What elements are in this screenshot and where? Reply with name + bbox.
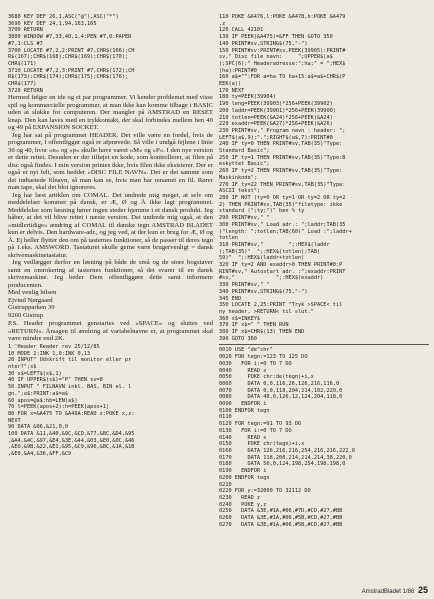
footer-source: AmstradBladet 1/86 — [361, 589, 415, 595]
signature-address: Gistrupparken 39 — [8, 304, 55, 312]
page-number: 25 — [417, 585, 428, 595]
letter-paragraph: Jeg har læst artiklen om COMAL. Det undrede mig meget, at selv om meddelelser kommer på dansk, er Æ, Ø og Å ikke lagt programmet. Meddelelse som læsning hører ingen steder hjemme i et dansk produkt. Jeg håber, at det vil blive rettet i næste version. Det undrede mig også, at den »midlertidige« ændring af COMAL til danske tegn AMSTRAD BLADET kun er delvis. Den hardware-adr., og jeg ved, at der kun er brug for Æ, Ø og Å. Ej heller flytter den om på tasternes funktioner, så de passer til deres tegn på 1.eks. AMSWORD. Tastaturet skulle gerne være brugervenligt = dansk skrivemaskinetastatur. — [8, 191, 213, 259]
divider — [219, 344, 429, 345]
letter-body — [8, 94, 213, 289]
code-listing-top-right: 110 POKE &A476,l:POKE &A478,h:POKE &A479 ,z 120 CALL 42101 130 IF PEEK(&A475)=&FF THEN GOTO 350 140 PRINT#sv,STRING$(75,"-") 150 PRINT#sv:PRINT#sv,PEEK(39905):PRINT# sv," Disc file navn: ";UPPER$(a$ );SPC(6);" Headeradresse:";ha;" = ";HEX$ (ha):PRINT#0 160 a$="":FOR a=ha TO ha+15:a$=a$+CHR$(P EEK(a)) 170 NEXT 180 ty=PEEK(39904) 190 leng=PEEK(39903)*256+PEEK(39902) 200 laddr=PEEK(39901)*256+PEEK(39900) 210 totlen=PEEK(&A24)*256+PEEK(&A24) 220 exaddr=PEEK(&A27)*256+PEEK(&A26) 230 PRINT#sv," Program navn : header: "; LEFT$(a$,9);".";RIGHT$(a$,7):PRINT#0 240 IF ty=0 THEN PRINT#sv,TAB(35)"Type: Standard Basic"; 250 IF ty=1 THEN PRINT#sv,TAB(35)"Type:B eskyttet Basic"; 260 IF ty=2 THEN PRINT#sv,TAB(35)"Type: Maskinkode"; 270 IF ty=22 THEN PRINT#sv,TAB(35)"Type: ASCII tekst"; 280 IF NOT (ty=0 OR ty=1 OR ty=2 OR ty=2 2) THEN PRINT#sv,TAB(35)"filetype: ikke standard (";ty;")" ben % ty 290 PRINT#sv," " 300 PRINT#sv," Load adr.: ";laddr;TAB(35 )"length: ";totlen;TAB(60)" Load :";laddr+ totlen 310 PRINT#sv," ";:HEX$(laddr );TAB(35)" ";:HEX$(totlen);TAB( 59)" ";:HEX$(laddr+totlen) 320 IF ty=2 AND exaddr>0 THEN PRINT#0:P RINT#sv," Autostart adr. :";exaddr:PRINT #sv," ";:HEX$(exaddr) 330 PRINT#sv," " 340 PRINT#sv,STRING$(75,"-") 345 END 350 LOCATE 2,25:PRINT "Tryk >SPACE< til ny header, >RETURN< til slut." 360 x$=INKEY$ 370 IF x$=" " THEN RUN 380 IF x$=CHR$(13) THEN END 390 GOTO 360 — [219, 14, 352, 342]
signature-name: Ejvind Nørgaard — [8, 296, 53, 304]
code-listing-bottom-left: 1 'Header Reader rev 25/12/85 10 MODE 2:INK 1,0:INK 0,13 20 INPUT" Udskrift til monitor eller pr nter?";s$ 30 s$=LEFT$(s$,1) 40 IF UPPER$(s$)="P" THEN sv=8 50 INPUT " FILNAVN inkl. BAS, BIN el. l gn.";a$:PRINT:a$=a$ 60 apos=@a$:hb=LEN(a$) 70 l=PEEK(apos+2):h=PEEK(apos+1) 80 FOR x=&A475 TO &A49A:READ z:POKE x,z: NEXT 90 DATA &06,&21,0,0 100 DATA &11,&40,&9C,&CD,&77,&BC,&D4,&95 ,&A4,&4C,&97,&E4,&3E,&44,&03,&E0,&0C,&46 ,&E0,&9B,&22,&E1,&95,&C9,&96,&BC,&1A,&1B ,&E0,&A4,&36,&FF,&C9 — [8, 343, 135, 458]
code-listing-bottom-right: 0010 USE "de"chr" 0020 FOR tegn:=123 TO 125 DO 0030 FOR i:=0 TO 7 DO 0040 READ x 0050 POKE chr:de(tegn)+i,x 0060 DATA 0,0,116,26,126,216,116,0 0070 DATA 0,0,118,204,214,102,220,0 0080 DATA 48,0,120,12,124,204,118,0 0090 ENDFOR i 0100 ENDFOR tegn 0110 0120 FOR tegn:=91 TO 93 DO 0130 FOR i:=0 TO 7 DO 0140 READ x 0150 POKE chr(tegn)+i,x 0160 DATA 126,216,216,254,216,216,222,0 0170 DATA 118,200,214,214,214,38,220,0 0180 DATA 56,0,124,198,254,198,198,0 0190 ENDFOR i 0200 ENDFOR tegn 0210 0220 FOR y:=32000 TO 32112 DO 0230 READ z 0240 POKE y,z 0250 DATA &3E,#1A,#06,#7D,#CD,#27,#BB 0260 DATA &3E,#1A,#06,#5B,#CD,#27,#BB 0270 DATA &3E,#1A,#06,#5B,#CD,#27,#BB — [219, 347, 355, 528]
page-footer — [362, 585, 428, 595]
postscript: P.S. Header programmet genstartes ved »SPACE« og sluttes ved »RETURN«. Årsagen til ændring af variabelnavne er, at programmet skal være mindre end 2K. — [8, 320, 213, 343]
right-column — [219, 14, 429, 528]
letter-paragraph: Jeg har sat på programmet HEADER. Det ville være en fordel, hvis de programmer, I offentliggør også er afprøvede. Så ville i undgå fejlene i linie 30 og 40, hvor »n« og »p« skulle have været »M« og »P«. I den nye version er dette rettet. Desuden er der tilføjet en kode, som kontrollerer, at filen på disc også findes. I min version printes ikke, hvis filen ikke eksisterer. Der er også et nyt felt, som hedder »DISC FILE NAVN«. Det er det samme som det indtastede filnavn, så man kan se, hvis man har renamet en fil. Rører man tape, skal det blot ignoreres. — [8, 131, 213, 192]
letter-closing: Med venlig hilsen — [8, 289, 57, 297]
letter-paragraph: Hermed følger en ide og et par programmer. Vi kender problemet med visse spil og kommercielle programmer, at man ikke kan komme tilbage i BASIC uden at slukke for computeren. Der mangler på AMSTRAD en RESET knap. Den kan laves med en trykkontakt, der skal forbindes mellem ben 40 og 49 på EXPANSION SOCKET. — [8, 94, 213, 132]
signature-city: 9260 Gistrup — [8, 311, 44, 319]
code-listing-top-left: 3680 KEY DEF 26,1,ASC("@"),ASC("*") 3690 KEY DEF 24,1,94,163,165 3700 RETURN 3800 WINDOW #7,33,40,1,4:PEN #7,0:PAPER #7,1:CLS #7 3700 LOCATE #7,2,2:PRINT #7,CHR$(166);CH R$(167);CHR$(168);CHR$(169);CHR$(170); CHR$(171) 3710 LOCATE #7,2,3:PRINT #7,CHR$(172);CH R$(173);CHR$(174);CHR$(175);CHR$(176); CHR$(177) 3720 RETURN — [8, 14, 135, 94]
letter-paragraph: Jeg vedlægger derfor en løsning på både de små og de store bogstaver samt en omrokering af tasternes funktioner, så det svarer til en dansk skrivemaskine. Jeg beder Dem offentliggøre dette samt informere producenten. — [8, 259, 213, 289]
left-column — [8, 14, 213, 458]
